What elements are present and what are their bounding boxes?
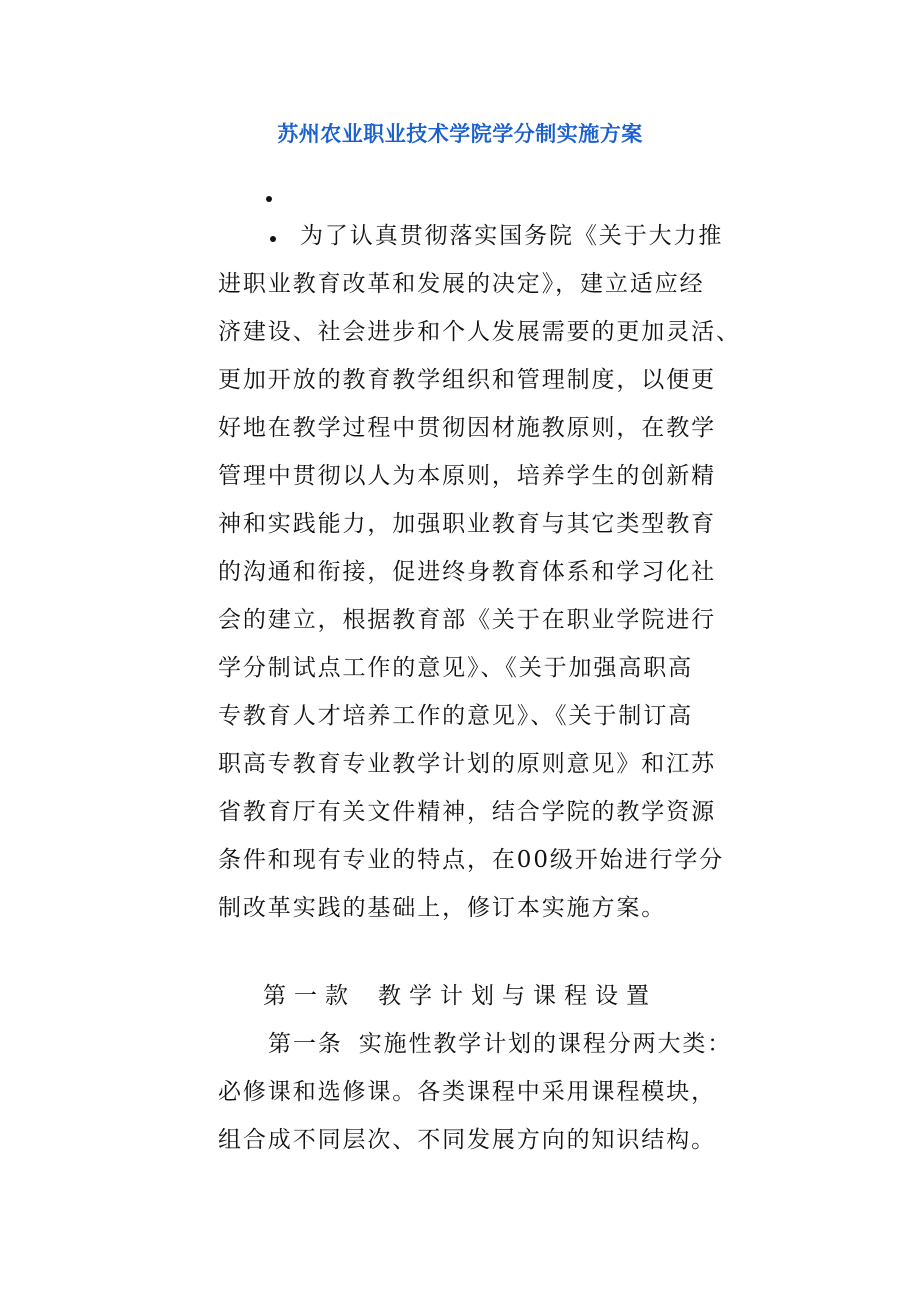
paragraph-line: 会的建立，根据教育部《关于在职业学院进行 bbox=[218, 607, 716, 633]
paragraph-line: 组合成不同层次、不同发展方向的知识结构。 bbox=[218, 1127, 716, 1153]
paragraph-line: 条件和现有专业的特点，在00级开始进行学分 bbox=[218, 847, 725, 873]
paragraph-line: 必修课和选修课。各类课程中采用课程模块， bbox=[218, 1079, 716, 1105]
paragraph-line: 制改革实践的基础上，修订本实施方案。 bbox=[218, 895, 667, 921]
paragraph-line: 职高专教育专业教学计划的原则意见》和江苏 bbox=[218, 751, 716, 777]
paragraph-line: 进职业教育改革和发展的决定》，建立适应经 bbox=[218, 271, 705, 297]
section-title: 教学计划与课程设置 bbox=[378, 983, 657, 1009]
paragraph-line: 管理中贯彻以人为本原则，培养学生的创新精 bbox=[218, 463, 716, 489]
paragraph-line: 神和实践能力，加强职业教育与其它类型教育 bbox=[218, 511, 716, 537]
document-title: 苏州农业职业技术学院学分制实施方案 bbox=[277, 122, 643, 146]
paragraph-line: 更加开放的教育教学组织和管理制度，以便更 bbox=[218, 367, 716, 393]
article-first-line bbox=[218, 1020, 778, 1068]
paragraph-line: 济建设、社会进步和个人发展需要的更加灵活、 bbox=[218, 319, 741, 345]
paragraph-line: 专教育人才培养工作的意见》、《关于制订高 bbox=[218, 703, 693, 729]
section-heading bbox=[0, 972, 920, 1020]
section-label: 第一款 bbox=[263, 983, 356, 1009]
bullet-icon bbox=[266, 196, 272, 202]
paragraph-line: 为了认真贯彻落实国务院《关于大力推 bbox=[300, 223, 724, 249]
article-label: 第一条 bbox=[268, 1031, 343, 1057]
article-paragraph bbox=[218, 1020, 778, 1164]
paragraph-line: 好地在教学过程中贯彻因材施教原则，在教学 bbox=[218, 415, 716, 441]
intro-paragraph bbox=[218, 212, 778, 932]
article-text: 实施性教学计划的课程分两大类： bbox=[358, 1031, 733, 1057]
paragraph-line: 省教育厅有关文件精神，结合学院的教学资源 bbox=[218, 799, 716, 825]
paragraph-line: 的沟通和衔接，促进终身教育体系和学习化社 bbox=[218, 559, 716, 585]
paragraph-line: 学分制试点工作的意见》、《关于加强高职高 bbox=[218, 655, 693, 681]
